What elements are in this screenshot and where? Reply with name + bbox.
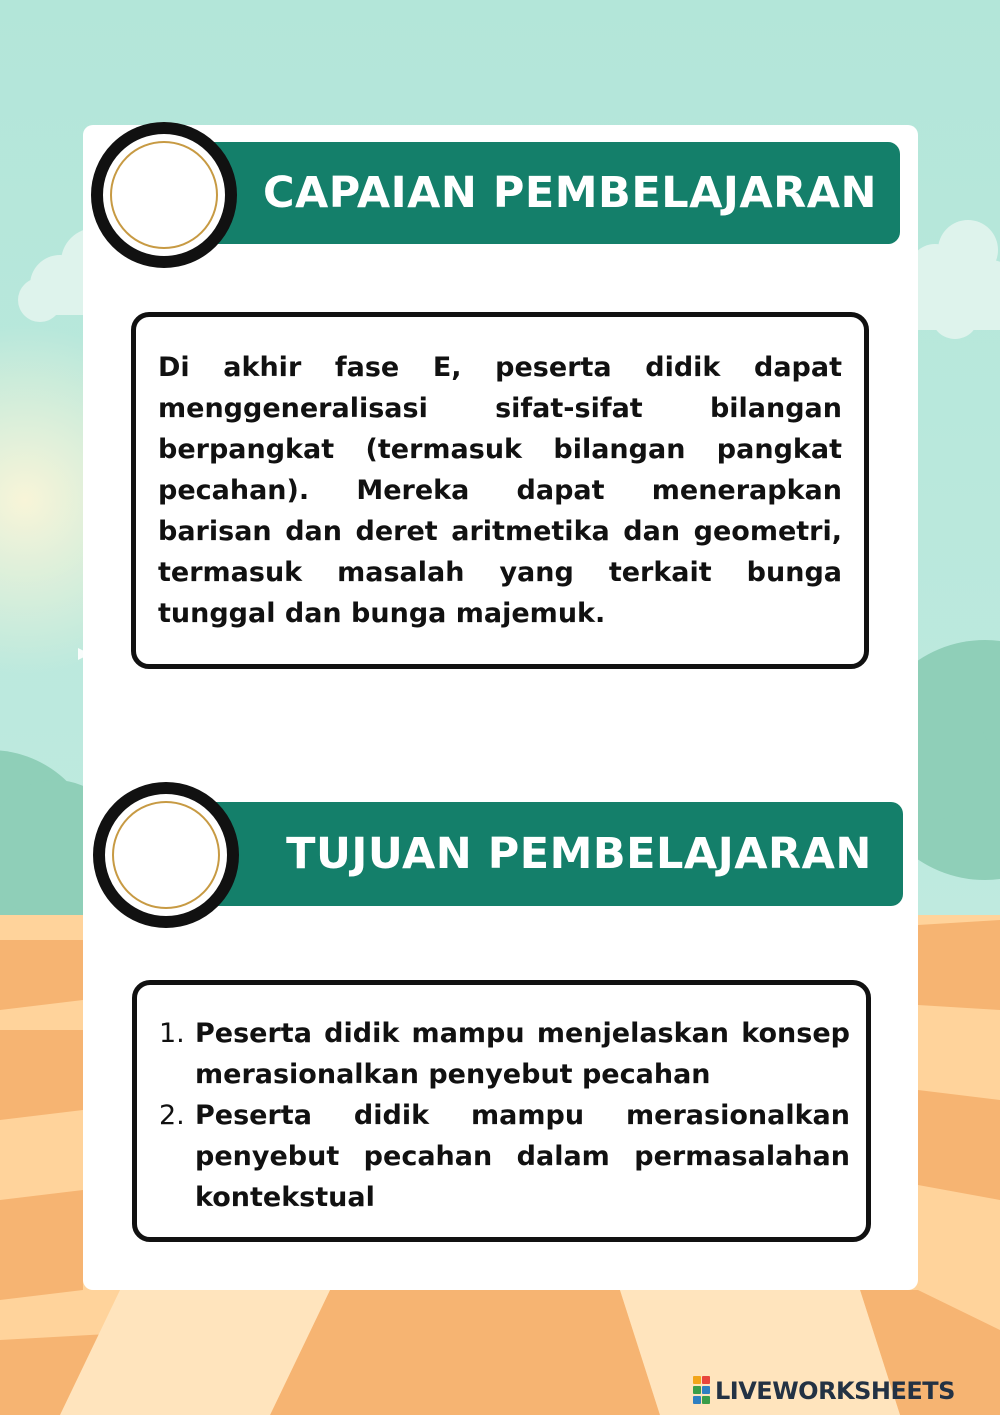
achievement-title: CAPAIAN PEMBELAJARAN xyxy=(262,167,878,218)
objectives-list xyxy=(159,1013,850,1218)
objectives-list-box xyxy=(132,980,871,1242)
achievement-text: Di akhir fase E, peserta didik dapat menggeneralisasi sifat-sifat bilangan berpangkat (termasuk bilangan pangkat pecahan). Mereka dapat menerapkan barisan dan deret aritmetika dan geometri, termasuk masalah yang terkait bunga tunggal dan bunga majemuk. xyxy=(158,352,842,629)
liveworksheets-logo-icon xyxy=(693,1376,711,1406)
objective-text: Peserta didik mampu merasionalkan penyebut pecahan dalam permasalahan kontekstual xyxy=(195,1100,850,1213)
liveworksheets-brand[interactable] xyxy=(693,1374,993,1408)
objective-number: 2. xyxy=(159,1100,185,1131)
achievement-text-box xyxy=(131,312,869,669)
objective-number: 1. xyxy=(159,1018,185,1049)
objective-text: Peserta didik mampu menjelaskan konsep merasionalkan penyebut pecahan xyxy=(195,1018,850,1090)
objectives-title-banner xyxy=(205,802,903,906)
brand-name: LIVEWORKSHEETS xyxy=(715,1377,955,1405)
objectives-title: TUJUAN PEMBELAJARAN xyxy=(286,828,872,879)
circle-badge-icon xyxy=(93,782,239,928)
circle-badge-icon xyxy=(91,122,237,268)
objective-item xyxy=(159,1095,850,1218)
achievement-title-banner xyxy=(200,142,900,244)
objective-item xyxy=(159,1013,850,1095)
circle-badge-inner-ring xyxy=(112,801,220,909)
circle-badge-inner-ring xyxy=(110,141,218,249)
